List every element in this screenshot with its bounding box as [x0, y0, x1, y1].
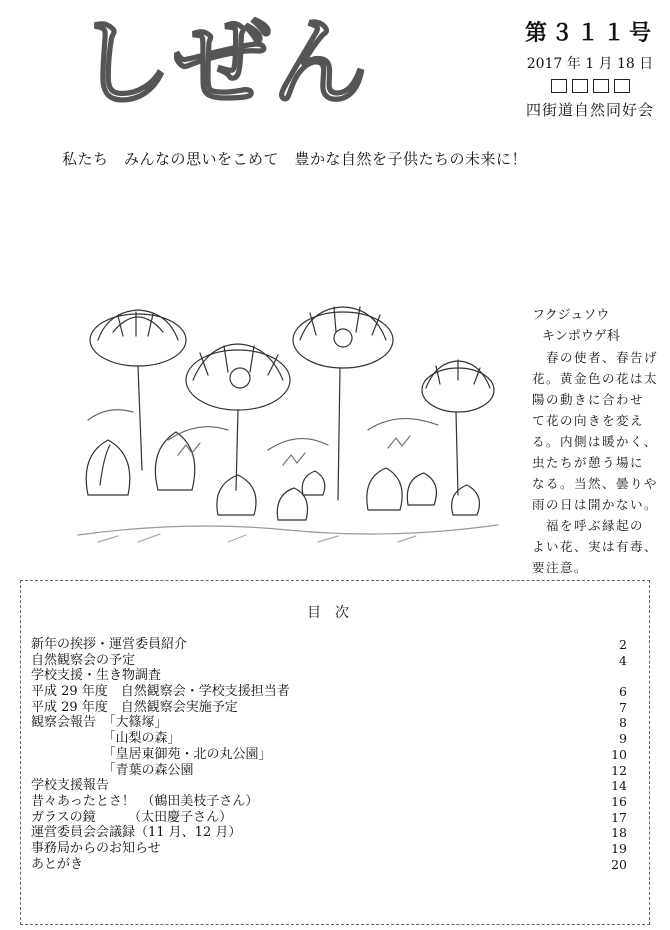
organization-name: 四街道自然同好会	[525, 101, 654, 119]
masthead-title-text: しぜん	[76, 7, 370, 114]
toc-item-label: 新年の挨拶・運営委員紹介	[31, 637, 188, 652]
toc-item-page: 9	[619, 731, 627, 747]
toc-item	[31, 637, 631, 653]
masthead-title	[72, 4, 372, 114]
toc-item-label: 学校支援・生き物調査	[31, 668, 162, 684]
toc-item	[31, 763, 631, 779]
issue-number: 第３１１号	[524, 20, 655, 46]
toc-title: 目次	[307, 605, 363, 621]
toc-item-page: 14	[611, 778, 627, 794]
slogan: 私たち みんなの思いをこめて 豊かな自然を子供たちの未来に！	[62, 150, 528, 168]
flower-sketch-illustration	[68, 280, 508, 550]
toc-item-page: 19	[611, 840, 627, 856]
toc-item	[31, 684, 631, 700]
square-2	[572, 79, 588, 93]
issue-info	[520, 16, 660, 120]
caption-line: 花。黄金色の花は太	[532, 371, 659, 386]
toc-item-page: 8	[619, 715, 627, 731]
photo-caption	[532, 305, 664, 578]
toc-item	[31, 747, 631, 763]
square-1	[551, 79, 567, 93]
toc-item-page: 7	[619, 699, 627, 715]
toc-item-label: 「皇居東御苑・北の丸公園」	[31, 746, 272, 762]
toc-item-label: 自然観察会の予定	[31, 652, 136, 668]
caption-line: よい花、実は有毒、	[532, 539, 659, 554]
issue-date: 2017 年 1 月 18 日	[526, 56, 654, 72]
toc-item-label: 「青葉の森公園	[31, 762, 194, 778]
toc-item-label: 運営委員会会議録（11 月、12 月）	[31, 825, 242, 841]
toc-item	[31, 841, 631, 857]
toc-item-page: 10	[611, 746, 627, 762]
caption-line: なる。当然、曇りや	[532, 476, 659, 491]
toc-item-page: 12	[611, 762, 627, 778]
table-of-contents	[20, 580, 650, 925]
plant-family: キンポウゲ科	[542, 329, 620, 344]
toc-item	[31, 731, 631, 747]
toc-item-label: 観察会報告 「大篠塚」	[31, 715, 168, 731]
toc-item-page: 20	[611, 856, 627, 872]
toc-item	[31, 794, 631, 810]
toc-item-label: 平成 29 年度 自然観察会実施予定	[31, 699, 238, 715]
toc-item	[31, 700, 631, 716]
toc-item	[31, 857, 631, 873]
toc-item-page: 18	[611, 825, 627, 841]
toc-item-page: 16	[611, 793, 627, 809]
toc-item-page: 2	[619, 637, 627, 652]
square-4	[614, 79, 630, 93]
toc-item-label: 昔々あったとさ！ （鶴田美枝子さん）	[31, 793, 259, 809]
caption-line: 虫たちが憩う場に	[532, 455, 645, 470]
caption-line: 雨の日は開かない。	[532, 497, 659, 512]
toc-item	[31, 825, 631, 841]
toc-item	[31, 810, 631, 826]
toc-item-label: 平成 29 年度 自然観察会・学校支援担当者	[31, 684, 290, 700]
toc-item-page: 6	[619, 684, 627, 700]
square-3	[593, 79, 609, 93]
caption-line: 春の使者、春告げ	[532, 350, 659, 365]
toc-item-label: 学校支援報告	[31, 778, 110, 794]
caption-body	[532, 347, 664, 578]
blank-squares	[520, 79, 660, 93]
toc-list	[31, 637, 631, 872]
caption-line: 要注意。	[532, 560, 589, 575]
toc-item-label: あとがき	[31, 856, 84, 872]
toc-item-label: ガラスの鏡 （太田慶子さん）	[31, 809, 233, 825]
toc-item	[31, 668, 631, 684]
toc-item	[31, 778, 631, 794]
toc-item	[31, 715, 631, 731]
toc-item-label: 「山梨の森」	[31, 731, 181, 747]
toc-item	[31, 653, 631, 669]
toc-item-page: 4	[619, 652, 627, 668]
toc-item-label: 事務局からのお知らせ	[31, 840, 161, 856]
plant-name: フクジュソウ	[532, 308, 610, 323]
caption-line: る。内側は暖かく、	[532, 434, 658, 449]
caption-line: 福を呼ぶ縁起の	[532, 518, 645, 533]
toc-item-page: 17	[611, 809, 627, 825]
caption-line: て花の向きを変え	[532, 413, 645, 428]
caption-line: 陽の動きに合わせ	[532, 392, 645, 407]
